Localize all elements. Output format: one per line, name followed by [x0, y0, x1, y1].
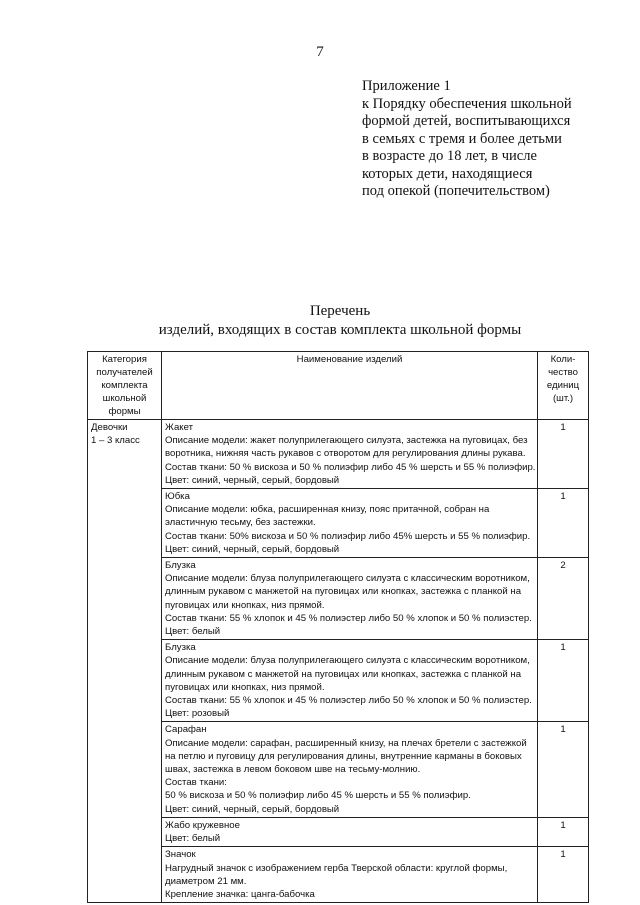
- item-line: Состав ткани: 50% вискоза и 50 % полиэфир либо 45% шерсть и 55 % полиэфир.: [165, 530, 531, 542]
- header-line: чество: [548, 367, 578, 378]
- table-row: [88, 420, 589, 489]
- item-line: воротника, нижняя часть рукавов с отворотом для регулирования длины рукава.: [165, 448, 526, 460]
- item-line: Юбка: [165, 491, 190, 503]
- item-line: длинным рукавом с манжетой на пуговицах или кнопках, застежка с планкой на: [165, 586, 522, 598]
- appendix-line: в возрасте до 18 лет, в числе: [362, 148, 537, 164]
- item-line: эластичную тесьму, без застежки.: [165, 517, 316, 529]
- category-line: 1 – 3 класс: [91, 435, 140, 447]
- item-description: [162, 489, 538, 558]
- quantity-header: [538, 352, 589, 420]
- header-line: Категория: [102, 354, 147, 365]
- table-row: [88, 558, 589, 640]
- item-line: швах, застежка в левом боковом шве на тесьму-молнию.: [165, 764, 421, 776]
- item-line: длинным рукавом с манжетой на пуговицах или кнопках, застежка с планкой на: [165, 668, 522, 680]
- item-quantity: 1: [538, 817, 589, 846]
- item-line: Состав ткани:: [165, 777, 227, 789]
- item-line: пуговицах или кнопках, низ прямой.: [165, 681, 325, 693]
- title-line: изделий, входящих в состав комплекта школьной формы: [158, 322, 522, 338]
- item-line: Блузка: [165, 642, 196, 654]
- header-line: получателей: [96, 367, 153, 378]
- item-line: Жабо кружевное: [165, 819, 240, 831]
- table-header-row: [88, 352, 589, 420]
- header-line: формы: [108, 406, 141, 417]
- item-description: [162, 722, 538, 817]
- item-line: пуговицах или кнопках, низ прямой.: [165, 599, 325, 611]
- item-description: [162, 558, 538, 640]
- header-line: (шт.): [552, 393, 574, 404]
- appendix-line: формой детей, воспитывающихся: [362, 113, 571, 129]
- item-quantity: 1: [538, 420, 589, 489]
- item-line: Жакет: [165, 422, 194, 433]
- recipient-category: [88, 420, 162, 903]
- item-line: Цвет: синий, черный, серый, бордовый: [165, 543, 340, 555]
- item-description: [162, 420, 538, 489]
- item-line: Описание модели: блуза полуприлегающего силуэта с классическим воротником,: [165, 655, 530, 667]
- table-row: [88, 817, 589, 846]
- item-line: Состав ткани: 55 % хлопок и 45 % полиэстер либо 50 % хлопок и 50 % полиэстер.: [165, 612, 532, 624]
- item-line: диаметром 21 мм.: [165, 875, 247, 887]
- header-line: комплекта: [101, 380, 148, 391]
- header-line: школьной: [102, 393, 147, 404]
- item-line: Описание модели: юбка, расширенная книзу, пояс притачной, собран на: [165, 504, 490, 516]
- item-line: Сарафан: [165, 724, 207, 736]
- appendix-line: к Порядку обеспечения школьной: [362, 95, 572, 112]
- item-quantity: 1: [538, 722, 589, 817]
- title-line: Перечень: [309, 303, 371, 319]
- appendix-line: в семьях с тремя и более детьми: [362, 130, 562, 147]
- table-row: [88, 489, 589, 558]
- item-line: Блузка: [165, 560, 196, 572]
- item-description: [162, 847, 538, 903]
- table-row: [88, 640, 589, 722]
- appendix-line: Приложение 1: [362, 78, 451, 94]
- item-line: Цвет: синий, черный, серый, бордовый: [165, 474, 340, 486]
- table-row: [88, 722, 589, 817]
- item-line: Значок: [165, 849, 196, 861]
- item-quantity: 1: [538, 489, 589, 558]
- document-title: [0, 302, 640, 340]
- item-line: Описание модели: жакет полуприлегающего силуэта, застежка на пуговицах, без: [165, 435, 528, 447]
- item-quantity: 1: [538, 847, 589, 903]
- table-row: [88, 847, 589, 903]
- item-line: Описание модели: блуза полуприлегающего силуэта с классическим воротником,: [165, 573, 530, 585]
- item-line: Цвет: белый: [165, 833, 221, 845]
- name-header: Наименование изделий: [162, 352, 538, 420]
- appendix-line: которых дети, находящиеся: [362, 165, 533, 182]
- item-line: на петлю и пуговицу для регулирования длины, внутренние карманы в боковых: [165, 750, 522, 762]
- page-number: 7: [316, 44, 324, 60]
- appendix-line: под опекой (попечительством): [362, 183, 550, 199]
- item-quantity: 1: [538, 640, 589, 722]
- item-line: Крепление значка: цанга-бабочка: [165, 888, 315, 900]
- item-quantity: 2: [538, 558, 589, 640]
- item-line: Описание модели: сарафан, расширенный книзу, на плечах бретели с застежкой: [165, 737, 527, 749]
- header-line: Коли-: [550, 354, 576, 365]
- item-description: [162, 817, 538, 846]
- item-line: Состав ткани: 55 % хлопок и 45 % полиэстер либо 50 % хлопок и 50 % полиэстер.: [165, 695, 532, 707]
- item-line: Цвет: розовый: [165, 708, 230, 720]
- item-line: 50 % вискоза и 50 % полиэфир либо 45 % шерсть и 55 % полиэфир.: [165, 790, 471, 802]
- item-line: Цвет: белый: [165, 626, 221, 638]
- item-line: Цвет: синий, черный, серый, бордовый: [165, 803, 340, 815]
- item-line: Состав ткани: 50 % вискоза и 50 % полиэфир либо 45 % шерсть и 55 % полиэфир.: [165, 461, 536, 473]
- category-line: Девочки: [91, 422, 128, 433]
- item-description: [162, 640, 538, 722]
- item-line: Нагрудный значок с изображением герба Тверской области: круглой формы,: [165, 862, 508, 874]
- items-table: [87, 351, 589, 903]
- category-header: [88, 352, 162, 420]
- header-line: единиц: [546, 380, 580, 391]
- appendix-note: [362, 78, 572, 201]
